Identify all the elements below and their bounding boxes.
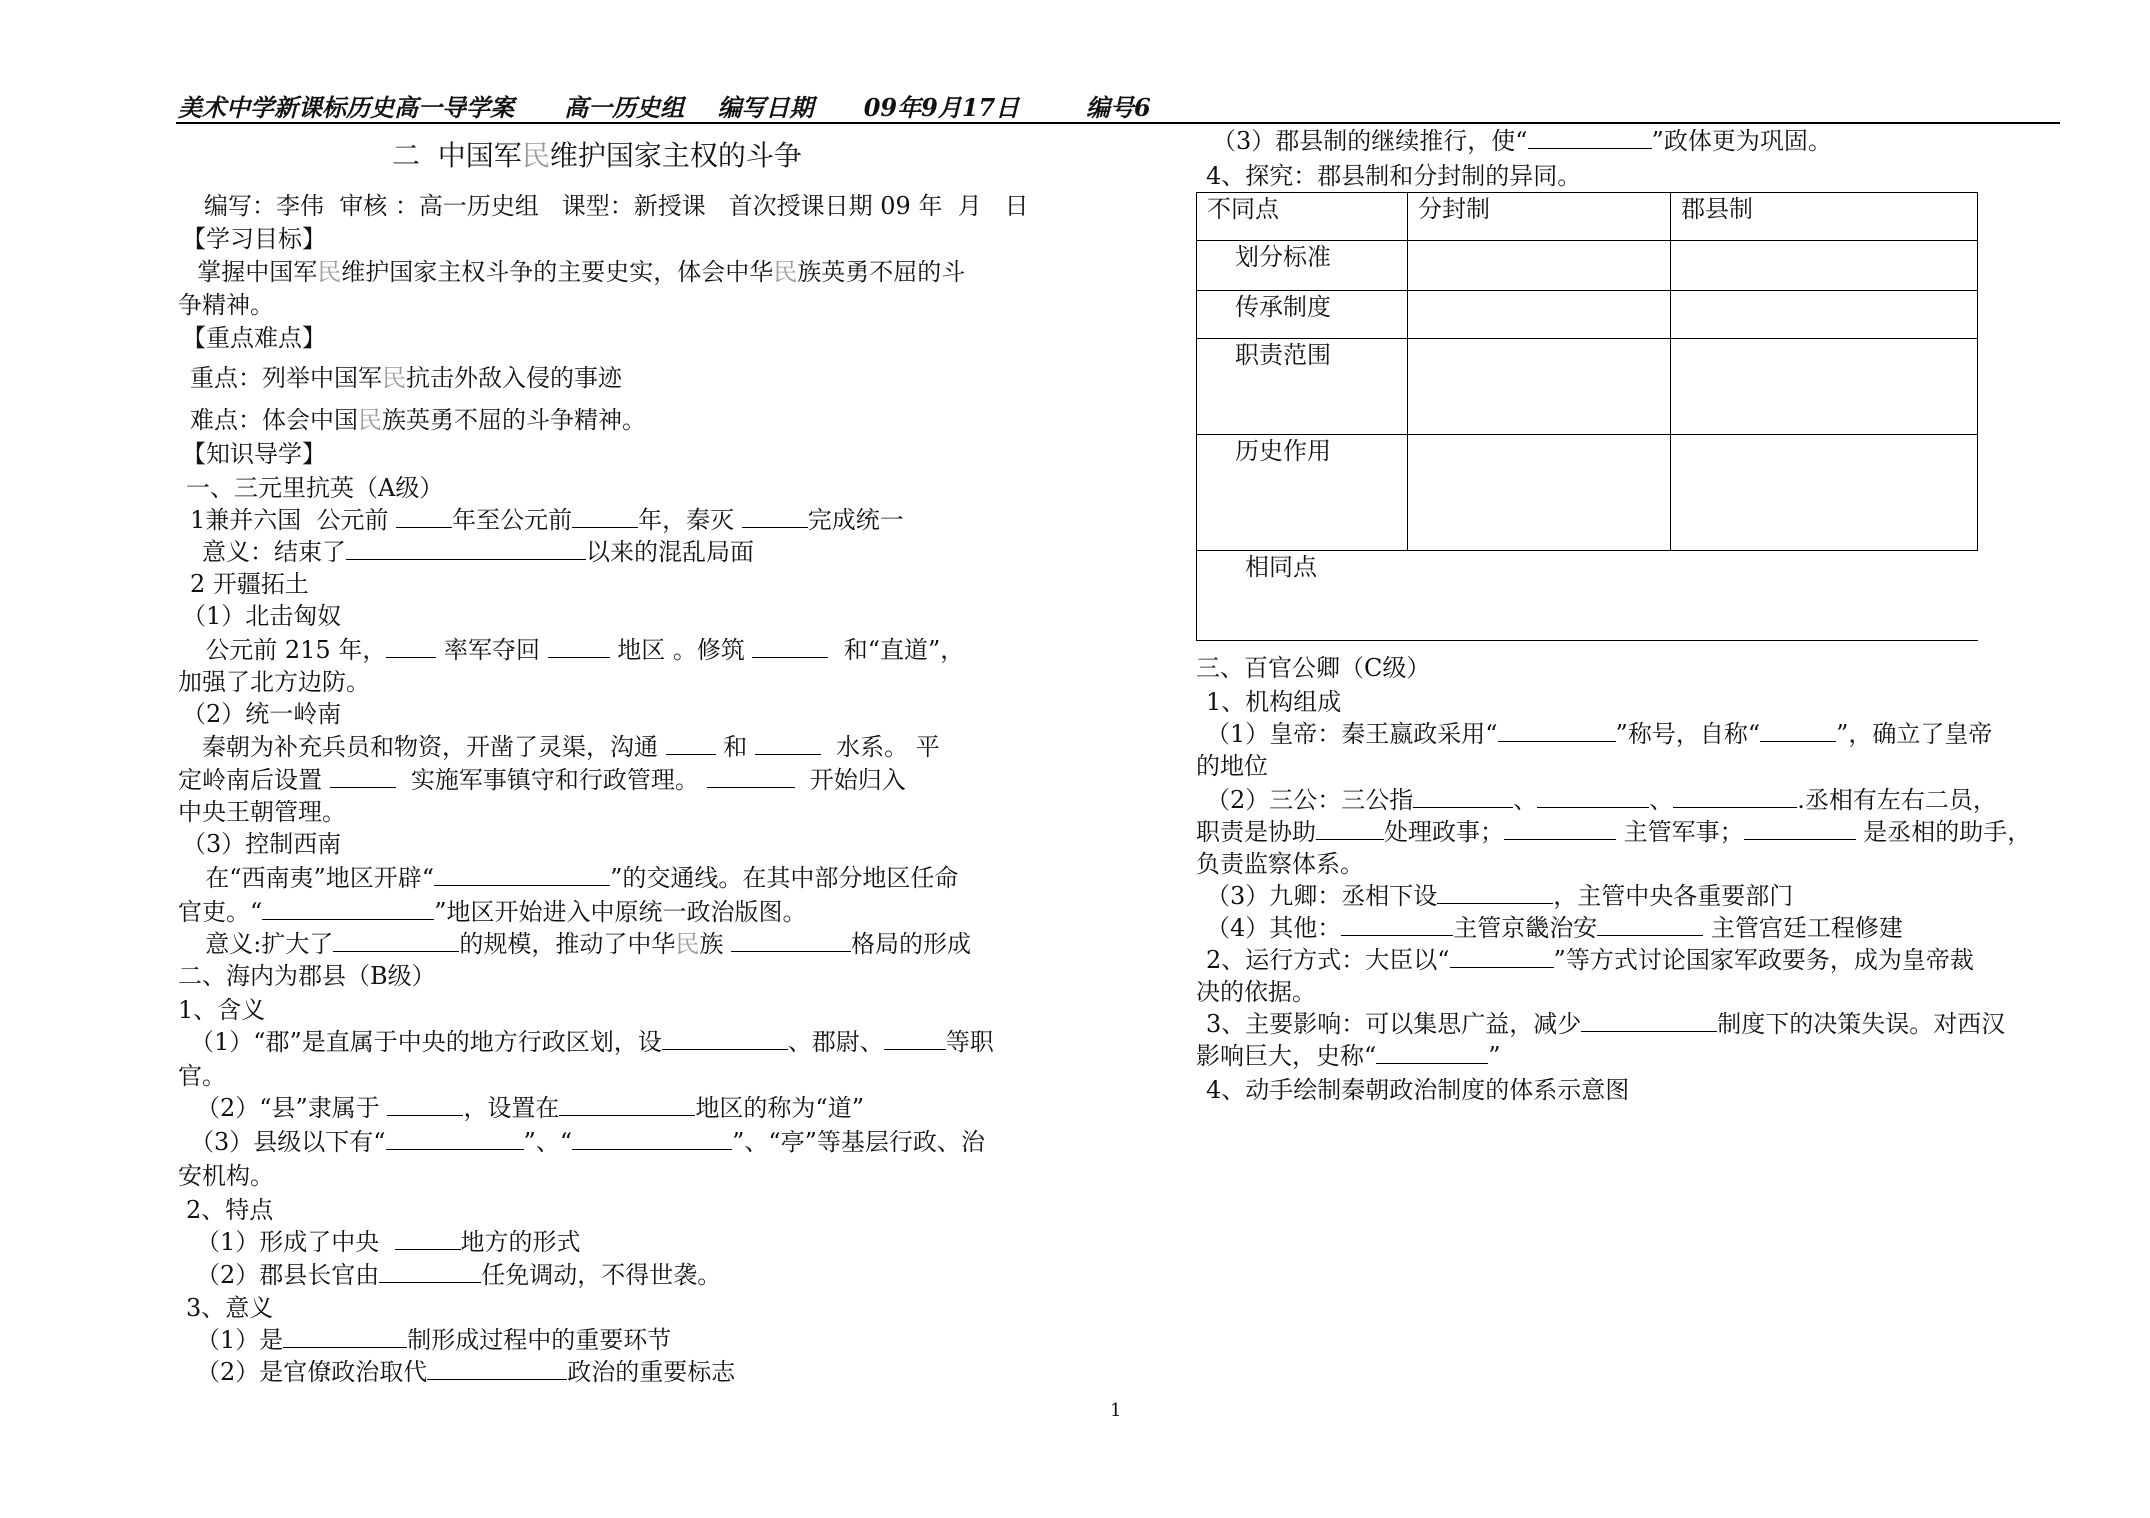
- s1-line-14: 意义:扩大了 的规模，推动了中华民族 格局的形成: [190, 930, 971, 958]
- s3-line-13: 4、动手绘制秦朝政治制度的体系示意图: [1206, 1076, 1630, 1104]
- blank: [333, 929, 459, 952]
- section-3-heading: 三、百官公卿（C级）: [1196, 654, 1431, 682]
- blank: [666, 732, 716, 755]
- blank: [1498, 719, 1616, 742]
- blank: [1581, 1009, 1717, 1032]
- table-row: [1197, 339, 1978, 435]
- blank: [1673, 785, 1797, 808]
- page-header: [178, 88, 2058, 123]
- goals-line-2: 争精神。: [178, 291, 274, 319]
- table-row-label: 传承制度: [1197, 291, 1408, 339]
- blank: [387, 1093, 463, 1116]
- s3-line-7: （3）九卿：丞相下设 ，主管中央各重要部门: [1206, 882, 1794, 910]
- blank: [1437, 881, 1553, 904]
- page-number: 1: [1110, 1400, 1122, 1421]
- table-cell: [1671, 435, 1978, 551]
- blank: [1316, 817, 1384, 840]
- focus-line: 重点：列举中国军民抗击外敌入侵的事迹: [190, 364, 622, 392]
- s3-line-6: 负责监察体系。: [1196, 850, 1364, 878]
- table-row: [1197, 435, 1978, 551]
- page-title: 二 中国军民维护国家主权的斗争: [392, 139, 802, 172]
- s3-line-1: 1、机构组成: [1206, 688, 1342, 716]
- s1-line-12: 在“西南夷”地区开辟“ ”的交通线。在其中部分地区任命: [190, 864, 959, 892]
- s3-line-11: 3、主要影响：可以集思广益，减少 制度下的决策失误。对西汉: [1206, 1010, 2006, 1038]
- blank: [1341, 913, 1453, 936]
- s1-line-10: 中央王朝管理。: [178, 798, 346, 826]
- blank: [386, 1127, 524, 1150]
- blank: [1760, 719, 1836, 742]
- blank: [283, 1325, 407, 1348]
- table-cell: [1408, 241, 1671, 291]
- difficulty-line: 难点：体会中国民族英勇不屈的斗争精神。: [190, 406, 646, 434]
- school-name: 美术中学新课标历史高一导学案: [178, 93, 514, 122]
- meta-line: 编写：李伟 审核 ：高一历史组 课型：新授课 首次授课日期 09 年 月 日: [204, 192, 1029, 220]
- blank: [1597, 913, 1703, 936]
- blank: [548, 635, 610, 658]
- blank: [1528, 126, 1652, 149]
- s2-line-6: 安机构。: [178, 1162, 274, 1190]
- s1-line-3: 2 开疆拓土: [190, 570, 309, 598]
- blank: [396, 505, 452, 528]
- blank: [395, 1227, 461, 1250]
- goals-heading: 【学习目标】: [182, 225, 326, 253]
- table-cell: [1408, 435, 1671, 551]
- blank: [330, 765, 396, 788]
- blank: [884, 1027, 946, 1050]
- s1-line-4: （1）北击匈奴: [182, 602, 342, 630]
- table-cell: [1671, 291, 1978, 339]
- s1-line-9: 定岭南后设置 实施军事镇守和行政管理。 开始归入: [178, 766, 906, 794]
- blank: [1413, 785, 1513, 808]
- s3-line-2: （1）皇帝：秦王嬴政采用“ ”称号，自称“ ”，确立了皇帝: [1206, 720, 1993, 748]
- blank: [262, 897, 434, 920]
- table-row-label: 划分标准: [1197, 241, 1408, 291]
- table-header-cell: 不同点: [1197, 193, 1408, 241]
- blank: [427, 1357, 567, 1380]
- s3-line-3: 的地位: [1196, 752, 1268, 780]
- blank: [386, 635, 436, 658]
- s3-line-9: 2、运行方式：大臣以“ ”等方式讨论国家军政要务，成为皇帝裁: [1206, 946, 1974, 974]
- s1-line-1: 1兼并六国 公元前 年至公元前 年，秦灭 完成统一: [190, 506, 904, 534]
- table-cell: [1671, 241, 1978, 291]
- table-row: [1197, 241, 1978, 291]
- blank: [434, 863, 610, 886]
- s2-line-12: （2）是官僚政治取代 政治的重要标志: [196, 1358, 736, 1386]
- comparison-table: [1196, 192, 1978, 641]
- s2-line-1: 1、含义: [178, 996, 266, 1024]
- section-2-heading: 二、海内为郡县（B级）: [178, 962, 436, 990]
- s1-line-6: 加强了北方边防。: [178, 668, 370, 696]
- date-label: 编写日期: [717, 93, 814, 122]
- s2-line-7: 2、特点: [186, 1196, 274, 1224]
- s2-line-9: （2）郡县长官由 任免调动，不得世袭。: [196, 1261, 722, 1289]
- s1-line-8: 秦朝为补充兵员和物资，开凿了灵渠，沟通 和 水系。 平: [202, 733, 940, 761]
- table-row: [1197, 291, 1978, 339]
- s1-line-2: 意义：结束了 以来的混乱局面: [202, 538, 754, 566]
- group-name: 高一历史组: [564, 93, 685, 122]
- s2-line-3: 官。: [178, 1062, 226, 1090]
- blank: [559, 1093, 695, 1116]
- blank: [1744, 817, 1856, 840]
- s1-line-11: （3）控制西南: [182, 830, 342, 858]
- table-row-label: 历史作用: [1197, 435, 1408, 551]
- table-row-label: 职责范围: [1197, 339, 1408, 435]
- s2-line-5: （3）县级以下有“ ”、“ ”、“亭”等基层行政、治: [190, 1128, 985, 1156]
- blank: [1450, 945, 1554, 968]
- table-cell: [1408, 339, 1671, 435]
- doc-number: 编号6: [1086, 93, 1151, 122]
- r-line-1: （3）郡县制的继续推行，使“ ”政体更为巩固。: [1212, 127, 1832, 155]
- blank: [662, 1027, 788, 1050]
- s3-line-5: 职责是协助 处理政事； 主管军事； 是丞相的助手，: [1196, 818, 2032, 846]
- section-1-heading: 一、三元里抗英（A级）: [186, 474, 444, 502]
- blank: [1376, 1041, 1488, 1064]
- blank: [572, 505, 638, 528]
- table-header-cell: 分封制: [1408, 193, 1671, 241]
- blank: [1504, 817, 1616, 840]
- s2-line-2: （1）“郡”是直属于中央的地方行政区划，设 、郡尉、 等职: [190, 1028, 994, 1056]
- table-header-cell: 郡县制: [1671, 193, 1978, 241]
- s1-line-7: （2）统一岭南: [182, 700, 342, 728]
- table-header-row: [1197, 193, 1978, 241]
- s3-line-4: （2）三公：三公指 、 、 .丞相有左右二员，: [1206, 786, 1997, 814]
- table-row: [1197, 551, 1978, 641]
- s1-line-5: 公元前 215 年， 率军夺回 地区 。修筑 和“直道”，: [190, 636, 965, 664]
- table-same-label: 相同点: [1197, 551, 1978, 641]
- s2-line-8: （1）形成了中央 地方的形式: [196, 1228, 581, 1256]
- blank: [572, 1127, 732, 1150]
- s3-line-12: 影响巨大，史称“ ”: [1196, 1042, 1501, 1070]
- blank: [379, 1260, 481, 1283]
- blank: [346, 537, 586, 560]
- s2-line-11: （1）是 制形成过程中的重要环节: [196, 1326, 672, 1354]
- s3-line-10: 决的依据。: [1196, 978, 1316, 1006]
- r-line-2: 4、探究：郡县制和分封制的异同。: [1206, 162, 1582, 190]
- table-cell: [1671, 339, 1978, 435]
- blank: [755, 732, 821, 755]
- guide-heading: 【知识导学】: [182, 440, 326, 468]
- s1-line-13: 官吏。“ ”地区开始进入中原统一政治版图。: [178, 898, 807, 926]
- table-cell: [1408, 291, 1671, 339]
- blank: [731, 929, 851, 952]
- blank: [752, 635, 828, 658]
- blank: [1537, 785, 1649, 808]
- focus-heading: 【重点难点】: [182, 324, 326, 352]
- header-rule: [176, 122, 2060, 124]
- s2-line-10: 3、意义: [186, 1294, 274, 1322]
- date-value: 09年9月17日: [863, 93, 1020, 122]
- s3-line-8: （4）其他： 主管京畿治安 主管宫廷工程修建: [1206, 914, 1903, 942]
- blank: [707, 765, 795, 788]
- s2-line-4: （2）“县”隶属于 ，设置在 地区的称为“道”: [196, 1094, 864, 1122]
- blank: [742, 505, 808, 528]
- goals-line-1: 掌握中国军民维护国家主权斗争的主要史实，体会中华民族英勇不屈的斗: [182, 258, 966, 286]
